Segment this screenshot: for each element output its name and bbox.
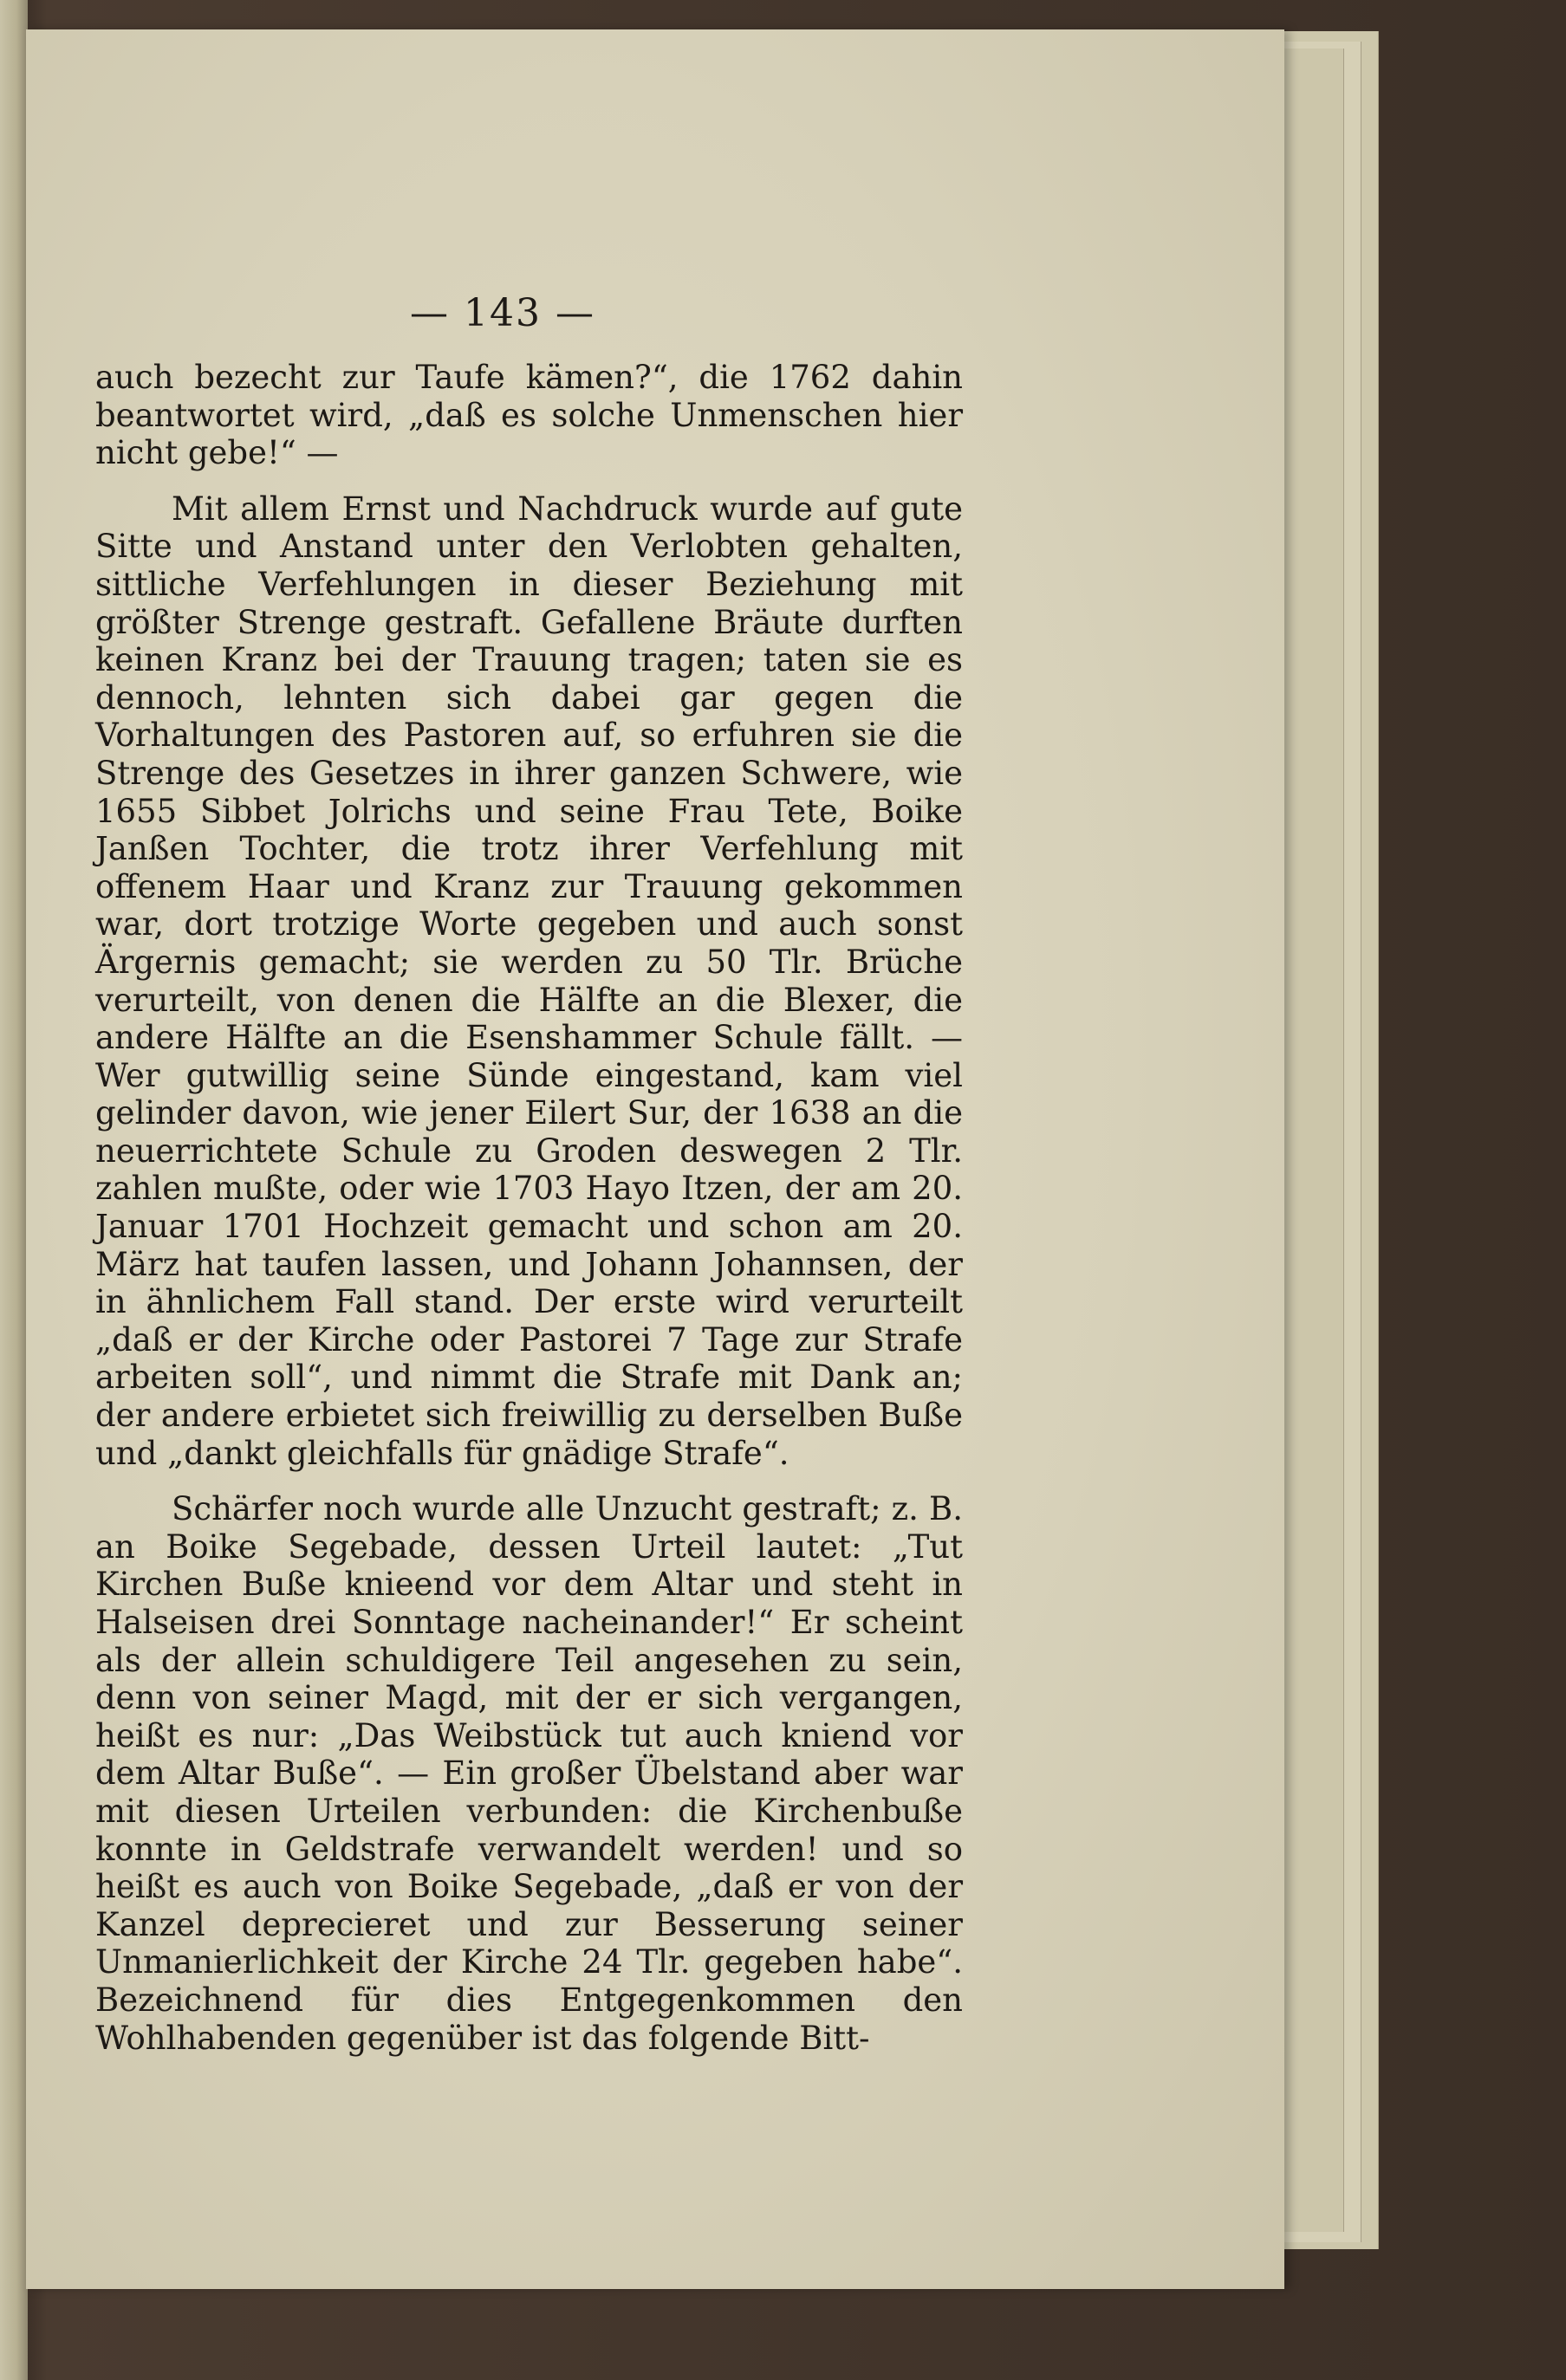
body-text bbox=[95, 359, 963, 2057]
facing-page-edge bbox=[0, 0, 28, 2380]
paragraph-3: Schärfer noch wurde alle Unzucht gestraft; z. B. an Boike Segebade, dessen Urteil lautet: „Tut Kirchen Buße knieend vor dem Altar und steht in Halseisen drei Sonntage nacheinander!“ Er scheint als der allein schuldigere Teil angesehen zu sein, denn von seiner Magd, mit der er sich vergangen, heißt es nur: „Das Weibstück tut auch kniend vor dem Altar Buße“. — Ein großer Übelstand aber war mit diesen Urteilen verbunden: die Kirchenbuße konnte in Geldstrafe verwandelt werden! und so heißt es auch von Boike Segebade, „daß er von der Kanzel deprecieret und zur Besserung seiner Unmanierlichkeit der Kirche 24 Tlr. gegeben habe“. Bezeichnend für dies Entgegenkommen den Wohlhabenden gegenüber ist das folgende Bitt- bbox=[95, 1490, 963, 2057]
paragraph-1: auch bezecht zur Taufe kämen?“, die 1762 dahin beantwortet wird, „daß es solche Unmenschen hier nicht gebe!“ — bbox=[95, 359, 963, 472]
page-number: — 143 — bbox=[410, 291, 595, 335]
book-page bbox=[26, 29, 1284, 2289]
paragraph-2: Mit allem Ernst und Nachdruck wurde auf gute Sitte und Anstand unter den Verlobten gehalten, sittliche Verfehlungen in dieser Beziehung mit größter Strenge gestraft. Gefallene Bräute durften keinen Kranz bei der Trauung tragen; taten sie es dennoch, lehnten sich dabei gar gegen die Vorhaltungen des Pastoren auf, so erfuhren sie die Strenge des Gesetzes in ihrer ganzen Schwere, wie 1655 Sibbet Jolrichs und seine Frau Tete, Boike Janßen Tochter, die trotz ihrer Verfehlung mit offenem Haar und Kranz zur Trauung gekommen war, dort trotzige Worte gegeben und auch sonst Ärgernis gemacht; sie werden zu 50 Tlr. Brüche verurteilt, von denen die Hälfte an die Blexer, die andere Hälfte an die Esenshammer Schule fällt. — Wer gutwillig seine Sünde eingestand, kam viel gelinder davon, wie jener Eilert Sur, der 1638 an die neuerrichtete Schule zu Groden deswegen 2 Tlr. zahlen mußte, oder wie 1703 Hayo Itzen, der am 20. Januar 1701 Hochzeit gemacht und schon am 20. März hat taufen lassen, und Johann Johannsen, der in ähnlichem Fall stand. Der erste wird verurteilt „daß er der Kirche oder Pastorei 7 Tage zur Strafe arbeiten soll“, und nimmt die Strafe mit Dank an; der andere erbietet sich freiwillig zu derselben Buße und „dankt gleichfalls für gnädige Strafe“. bbox=[95, 490, 963, 1472]
